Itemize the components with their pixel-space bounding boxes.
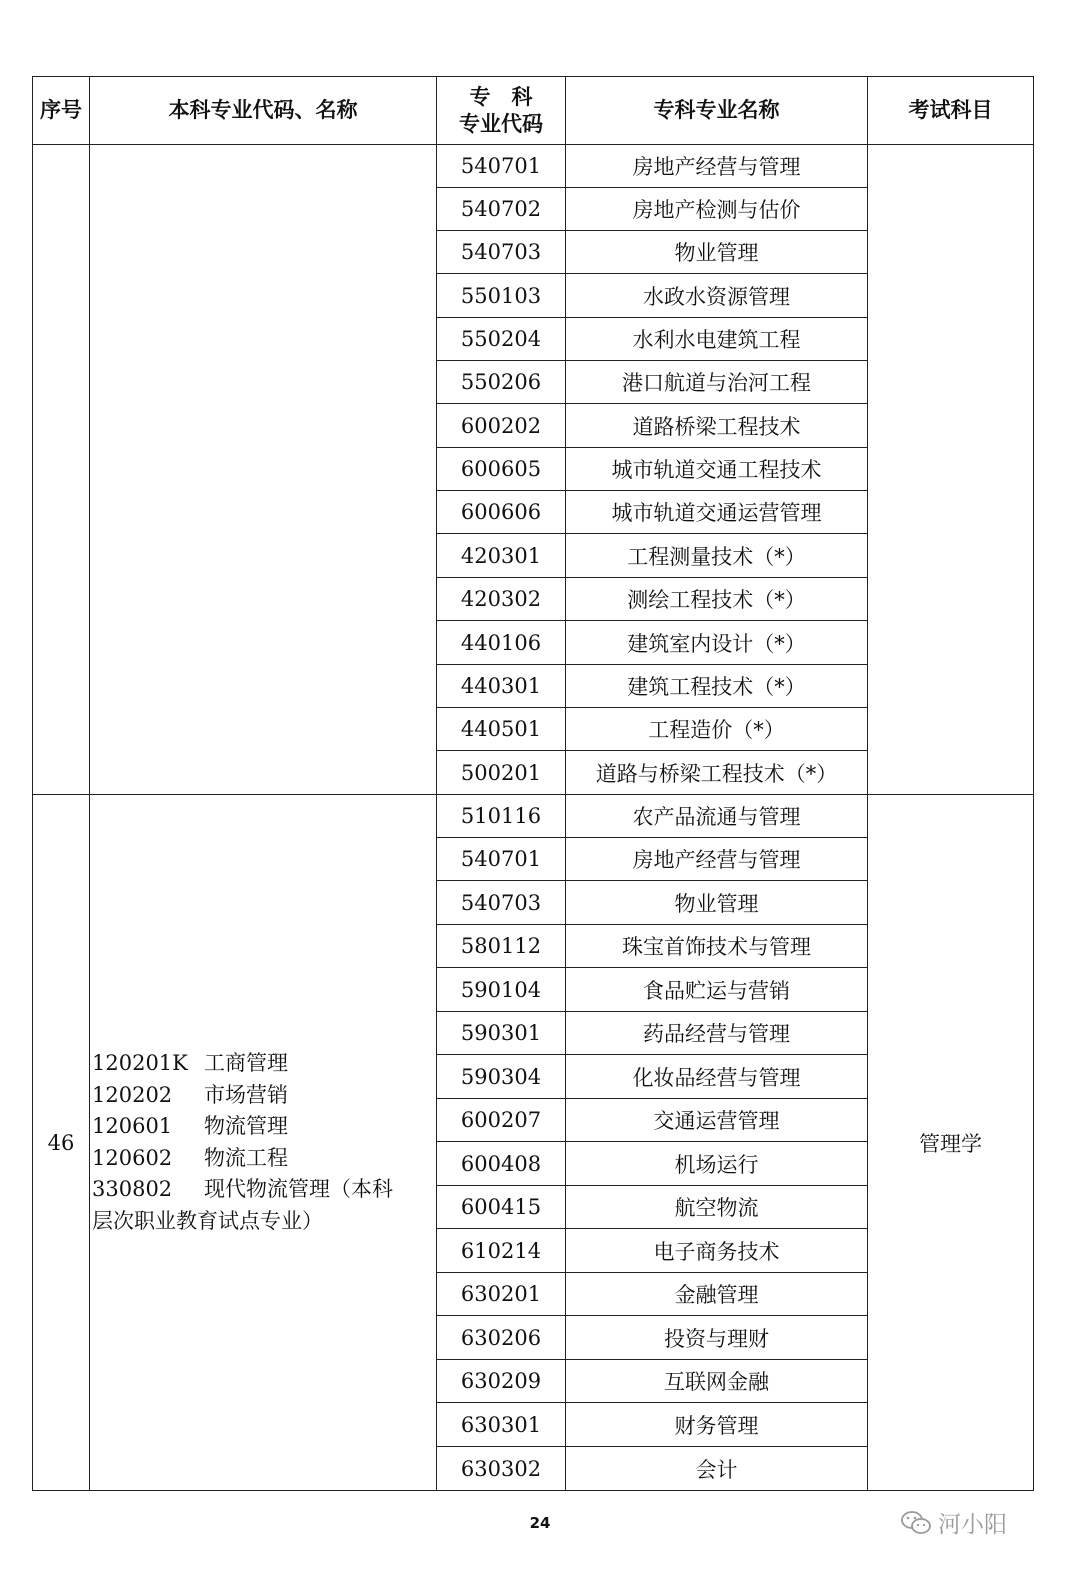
name-cell: 房地产检测与估价 [566,188,868,231]
name-cell: 电子商务技术 [566,1229,868,1273]
seq-cell: 46 [33,795,90,1491]
code-cell: 600408 [437,1142,566,1186]
name-cell: 水政水资源管理 [566,274,868,318]
header-code-line1: 专 科 [469,84,533,109]
code-cell: 550204 [437,318,566,361]
undergrad-line [92,1174,434,1206]
watermark [900,1506,1007,1539]
undergrad-line [92,1206,434,1238]
table-row [33,145,1034,188]
undergrad-line [92,1080,434,1112]
watermark-text: 河小阳 [938,1512,1007,1538]
exam-cell: 管理学 [868,795,1034,1491]
code-cell: 630301 [437,1403,566,1447]
name-cell: 农产品流通与管理 [566,795,868,838]
header-code [437,77,566,145]
name-cell: 工程测量技术（*） [566,534,868,578]
name-cell: 港口航道与治河工程 [566,361,868,404]
code-cell: 420301 [437,534,566,578]
header-exam: 考试科目 [868,77,1034,145]
name-cell: 机场运行 [566,1142,868,1186]
code-cell: 510116 [437,795,566,838]
code-cell: 420302 [437,578,566,621]
code-cell: 540703 [437,881,566,925]
seq-cell [33,145,90,795]
code-cell: 610214 [437,1229,566,1273]
undergrad-code: 120601 [92,1114,173,1138]
name-cell: 建筑工程技术（*） [566,665,868,708]
code-cell: 630201 [437,1273,566,1316]
undergrad-line [92,1048,434,1080]
code-cell: 580112 [437,925,566,968]
code-cell: 630302 [437,1447,566,1491]
name-cell: 测绘工程技术（*） [566,578,868,621]
header-code-line2: 专业代码 [459,111,543,136]
code-cell: 540702 [437,188,566,231]
major-table [32,76,1034,1491]
code-cell: 600605 [437,448,566,491]
name-cell: 物业管理 [566,231,868,274]
code-cell: 440301 [437,665,566,708]
code-cell: 440106 [437,621,566,665]
name-cell: 物业管理 [566,881,868,925]
code-cell: 540701 [437,145,566,188]
header-name: 专科专业名称 [566,77,868,145]
name-cell: 药品经营与管理 [566,1012,868,1055]
name-cell: 食品贮运与营销 [566,968,868,1012]
code-cell: 600202 [437,404,566,448]
code-cell: 630209 [437,1360,566,1403]
name-cell: 道路与桥梁工程技术（*） [566,751,868,795]
name-cell: 道路桥梁工程技术 [566,404,868,448]
name-cell: 城市轨道交通运营管理 [566,491,868,534]
code-cell: 540703 [437,231,566,274]
name-cell: 会计 [566,1447,868,1491]
undergrad-name: 工商管理 [204,1051,288,1075]
code-cell: 630206 [437,1316,566,1360]
wechat-icon [900,1510,932,1536]
code-cell: 590304 [437,1055,566,1099]
code-cell: 600415 [437,1186,566,1229]
undergrad-code: 120202 [92,1082,173,1107]
name-cell: 化妆品经营与管理 [566,1055,868,1099]
name-cell: 房地产经营与管理 [566,838,868,881]
undergrad-code: 330802 [92,1177,173,1201]
name-cell: 互联网金融 [566,1360,868,1403]
name-cell: 金融管理 [566,1273,868,1316]
name-cell: 水利水电建筑工程 [566,318,868,361]
header-seq: 序号 [33,77,90,145]
name-cell: 城市轨道交通工程技术 [566,448,868,491]
undergrad-name: 市场营销 [204,1082,288,1107]
undergrad-name: 层次职业教育试点专业） [92,1208,323,1233]
name-cell: 交通运营管理 [566,1099,868,1142]
code-cell: 600207 [437,1099,566,1142]
name-cell: 工程造价（*） [566,708,868,751]
name-cell: 投资与理财 [566,1316,868,1360]
undergrad-cell [90,145,437,795]
undergrad-line [92,1111,434,1143]
table-body [33,145,1034,1491]
table-row [33,795,1034,838]
code-cell: 550103 [437,274,566,318]
name-cell: 航空物流 [566,1186,868,1229]
code-cell: 540701 [437,838,566,881]
code-cell: 500201 [437,751,566,795]
undergrad-code: 120602 [92,1145,173,1170]
undergrad-cell [90,795,437,1491]
undergrad-line [92,1143,434,1175]
code-cell: 590301 [437,1012,566,1055]
undergrad-name: 物流工程 [204,1145,288,1170]
code-cell: 590104 [437,968,566,1012]
code-cell: 600606 [437,491,566,534]
undergrad-name: 现代物流管理（本科 [204,1177,393,1201]
name-cell: 珠宝首饰技术与管理 [566,925,868,968]
name-cell: 财务管理 [566,1403,868,1447]
code-cell: 550206 [437,361,566,404]
code-cell: 440501 [437,708,566,751]
exam-cell [868,145,1034,795]
name-cell: 房地产经营与管理 [566,145,868,188]
page-number: 24 [529,1514,551,1532]
undergrad-code: 120201K [92,1051,188,1075]
header-undergrad: 本科专业代码、名称 [90,77,437,145]
undergrad-name: 物流管理 [204,1114,288,1138]
name-cell: 建筑室内设计（*） [566,621,868,665]
header-row [33,77,1034,145]
